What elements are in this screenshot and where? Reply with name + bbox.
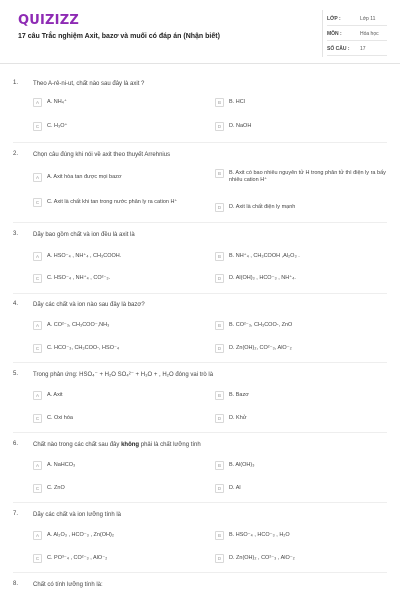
meta-value: 17 [360,45,366,52]
choice-text: B. HCl [229,99,245,105]
question-number: 1. [13,80,19,86]
choice-text: B. Bazơ [229,392,249,398]
choice-letter: A [33,321,42,330]
question-divider [13,432,387,433]
question-text-part: Chất nào trong các chất sau đây [33,442,122,448]
choice-letter: C [33,554,42,563]
choice-a[interactable] [33,392,187,400]
choice-d[interactable] [215,345,369,353]
meta-row-subject [327,27,387,41]
question-number: 2. [13,151,19,157]
choice-letter: C [33,344,42,353]
choice-text: A. Al₂O₃ , HCO⁻₃ , Zn(OH)₂ [47,532,114,538]
question-number: 8. [13,581,19,587]
choice-text: D. Al(OH)₃ , HCO⁻₃ , NH⁺₄. [229,275,296,281]
choice-letter: A [33,391,42,400]
choice-c[interactable] [33,123,187,131]
choice-text: C. PO³⁻₄ , CO²⁻₃ , AlO⁻₂ [47,555,108,561]
choice-text: B. Al(OH)₃ [229,462,255,468]
choice-letter: C [33,122,42,131]
meta-key: LỚP : [327,15,341,22]
choice-b[interactable] [215,322,369,330]
choice-letter: D [215,414,224,423]
choice-d[interactable] [215,204,369,212]
meta-key: MÔN : [327,30,342,37]
choice-text: D. NaOH [229,123,252,129]
choice-letter: D [215,554,224,563]
choice-letter: B [215,391,224,400]
question-number: 5. [13,371,19,377]
choice-letter: A [33,531,42,540]
choice-text: A. NaHCO₃ [47,462,76,468]
choice-text: D. Zn(OH)₂ , CO²⁻₃ , AlO⁻₂ [229,555,295,561]
question-text [33,441,383,449]
choice-d[interactable] [215,555,369,563]
choice-letter: B [215,98,224,107]
choice-text: D. Zn(OH)₂, CO²⁻₃, AlO⁻₂ [229,345,292,351]
choice-a[interactable] [33,462,187,470]
meta-value: Lớp 11 [360,15,376,22]
choice-letter: D [215,203,224,212]
choice-c[interactable] [33,485,187,493]
choice-letter: D [215,344,224,353]
question-number: 3. [13,231,19,237]
choice-text: B. Axit có bao nhiêu nguyên tử H trong phân tử thì điện ly ra bấy nhiêu cation H⁺ [229,170,386,183]
choice-letter: B [215,252,224,261]
choice-letter: A [33,98,42,107]
question-divider [13,362,387,363]
question-number: 6. [13,441,19,447]
question-divider [13,142,387,143]
question-text: Trong phản ứng: HSO₄⁻ + H₂O SO₄²⁻ + H₃O + , H₂O đóng vai trò là [33,372,214,378]
choice-text: A. CO²⁻₃, CH₃COO⁻,NH₃ [47,322,110,328]
question-number: 4. [13,301,19,307]
choice-b[interactable] [215,253,369,261]
choice-letter: C [33,414,42,423]
choice-d[interactable] [215,485,369,493]
choice-c[interactable] [33,199,187,207]
choice-letter: D [215,484,224,493]
choice-text: B. HSO⁻₄ , HCO⁻₃ , H₂O [229,532,290,538]
question-divider [13,222,387,223]
choice-a[interactable] [33,532,187,540]
choice-text: C. Oxi hóa [47,415,73,421]
choice-text: B. CO²⁻₃, CH₃COO-, ZnO [229,322,293,328]
choice-d[interactable] [215,275,369,283]
choice-b[interactable] [215,392,369,400]
choice-letter: D [215,274,224,283]
choice-text: A. HSO⁻₄ , NH⁺₄ , CH₃COOH. [47,253,122,259]
choice-c[interactable] [33,555,187,563]
choice-text: C. H₃O⁺ [47,123,68,129]
choice-b[interactable] [215,99,369,107]
choice-text: A. NH₄⁺ [47,99,67,105]
choice-d[interactable] [215,123,369,131]
question-divider [13,572,387,573]
meta-key: SỐ CÂU : [327,45,350,52]
question-text: Theo A-rê-ni-ut, chất nào sau đây là axit ? [33,81,145,87]
choice-b[interactable] [215,532,369,540]
choice-b[interactable] [215,462,369,470]
meta-info-box [322,10,388,57]
choice-letter: C [33,484,42,493]
document-title: 17 câu Trắc nghiệm Axit, bazơ và muối có đáp án (Nhận biết) [18,33,220,40]
choice-c[interactable] [33,415,187,423]
choice-c[interactable] [33,345,187,353]
choice-letter: B [215,321,224,330]
question-text-emphasis: không [121,442,140,448]
choice-text: C. ZnO [47,485,65,491]
choice-text: C. HCO⁻₃, CH₃COO-, HSO⁻₄ [47,345,120,351]
choice-letter: B [215,461,224,470]
choice-text: D. Axit là chất điện ly mạnh [229,204,296,210]
choice-text: C. Axit là chất khi tan trong nước phân ly ra cation H⁺ [47,199,178,205]
question-text: Chọn câu đúng khi nói về axit theo thuyết Arrehnius [33,152,171,158]
page-header [0,0,400,64]
meta-row-grade [327,12,387,26]
choice-letter: A [33,252,42,261]
meta-value: Hóa học [360,30,379,37]
question-divider [13,293,387,294]
choice-text: A. Axit [47,392,63,398]
question-text: Dãy các chất và ion nào sau đây là bazơ? [33,302,145,308]
question-text: Dãy các chất và ion lưỡng tính là [33,512,121,518]
quizizz-logo: QUIZIZZ [18,13,79,28]
choice-letter: C [33,198,42,207]
question-text-part: phải là chất lưỡng tính [139,442,201,448]
choice-text: B. NH⁺₄ , CH₃COOH ,Al₂O₃ . [229,253,300,259]
choice-letter: A [33,173,42,182]
choice-d[interactable] [215,415,369,423]
choice-a[interactable] [33,174,187,182]
choice-letter: B [215,531,224,540]
choice-text: A. Axit hòa tan được mọi bazơ [47,174,122,180]
choice-a[interactable] [33,322,187,330]
question-number: 7. [13,511,19,517]
choice-text: D. Khử [229,415,247,421]
choice-a[interactable] [33,253,187,261]
question-divider [13,502,387,503]
choice-c[interactable] [33,275,187,283]
choice-letter: C [33,274,42,283]
choice-letter: A [33,461,42,470]
choice-text: D. Al [229,485,241,491]
question-text: Chất có tính lưỡng tính là: [33,582,103,588]
choice-letter: D [215,122,224,131]
choice-letter: B [215,169,224,178]
meta-row-question-count [327,42,387,56]
choice-text: C. HSO⁻₄ , NH⁺₄ , CO²⁻₃. [47,275,111,281]
choice-b[interactable] [215,170,387,184]
choice-a[interactable] [33,99,187,107]
question-text: Dãy bao gồm chất và ion đều là axit là [33,232,135,238]
